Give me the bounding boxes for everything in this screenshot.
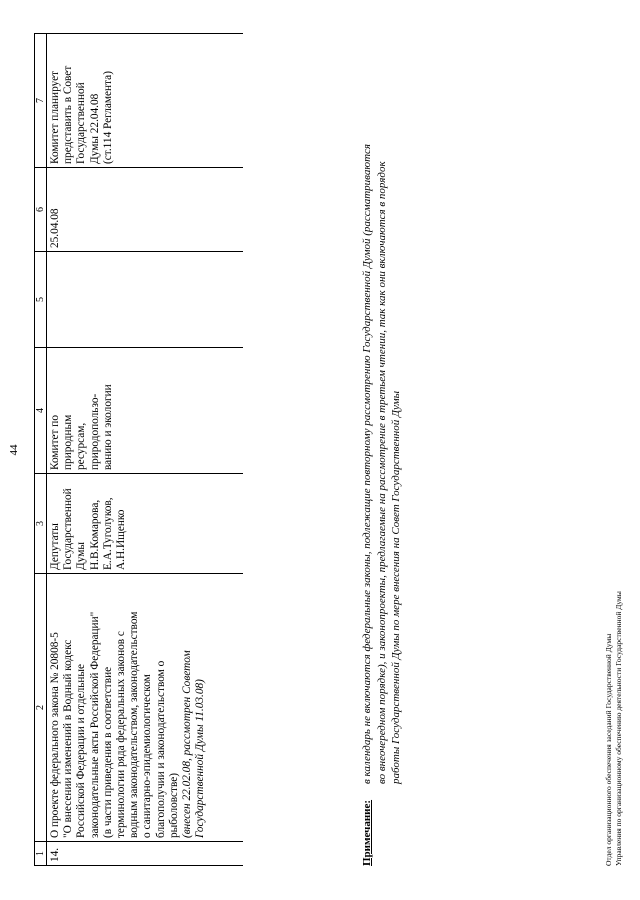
bill-title-line: (в части приведения в соответствие <box>101 666 114 838</box>
author-line: А.Н.Ищенко <box>115 509 128 570</box>
plan-line: Государственной <box>75 82 88 164</box>
note-line: во внеочередном порядке), и законопроекты, предлагаемые на рассмотрение в третьем чтении, так как они включаются в порядок <box>375 161 388 784</box>
column-header-5: 5 <box>35 252 47 348</box>
footer-line: Управления по организационному обеспечению деятельности Государственной Думы <box>613 591 623 866</box>
plan-line: представить в Совет <box>62 65 75 164</box>
note-line: работы Государственной Думы по мере внесения на Совет Государственной Думы <box>390 390 402 784</box>
author-line: Депутаты <box>49 523 61 570</box>
column-5-cell <box>47 252 243 348</box>
committee-line: ванию и экологии <box>101 384 114 470</box>
column-header-4: 4 <box>35 348 47 474</box>
committee-line: природопользо- <box>88 393 101 470</box>
bill-title-line: О проекте федерального закона № 20808-5 <box>49 632 61 838</box>
bill-title-line: о санитарно-эпидемиологическом <box>141 674 154 838</box>
author-line: Государственной <box>62 488 75 570</box>
table-row <box>47 34 243 866</box>
bill-title-line: законодательные акты Российской Федерации" <box>88 611 101 838</box>
column-header-7: 7 <box>35 34 47 168</box>
bill-title-line: "О внесении изменений в Водный кодекс <box>62 639 75 838</box>
bill-title-cell <box>47 574 243 842</box>
bill-title-line: рыболовстве) <box>167 772 180 838</box>
bill-title-line: благополучии и законодательством о <box>154 660 167 838</box>
row-number: 14. <box>47 842 243 866</box>
plan-cell <box>47 34 243 168</box>
bill-calendar-table <box>34 33 243 866</box>
author-line: Думы <box>75 542 88 570</box>
authors-cell <box>47 474 243 574</box>
page-number: 44 <box>8 444 20 456</box>
note-line: в календарь не включаются федеральные законы, подлежащие повторному рассмотрению Государственной Думой (рассматриваются <box>361 143 373 784</box>
note-text <box>360 144 404 784</box>
date-cell: 25.04.08 <box>47 168 243 252</box>
footer-line: Отдел организационного обеспечения заседаний Государственной Думы <box>604 633 613 866</box>
committee-line: ресурсам, <box>75 422 88 470</box>
column-header-3: 3 <box>35 474 47 574</box>
column-header-1: 1 <box>35 842 47 866</box>
bill-title-line: водным законодательством, законодательством <box>128 611 141 838</box>
note-label: Примечание: <box>361 799 373 866</box>
plan-line: Комитет планирует <box>49 70 61 164</box>
bill-title-line: терминологии ряда федеральных законов с <box>115 631 128 838</box>
author-line: Е.А.Туголуков, <box>101 497 114 570</box>
bill-title-line: Российской Федерации и отдельные <box>75 663 88 838</box>
column-header-6: 6 <box>35 168 47 252</box>
table-header-row <box>35 34 47 866</box>
committee-line: природным <box>62 414 75 470</box>
footer <box>604 591 623 866</box>
bill-submission-note: Государственной Думы 11.03.08) <box>194 679 207 838</box>
plan-line: (ст.114 Регламента) <box>101 71 114 164</box>
committee-cell <box>47 348 243 474</box>
author-line: Н.В.Комарова, <box>88 499 101 570</box>
plan-line: Думы 22.04.08 <box>88 93 101 164</box>
column-header-2: 2 <box>35 574 47 842</box>
committee-line: Комитет по <box>49 414 61 470</box>
bill-submission-note: (внесен 22.02.08, рассмотрен Советом <box>181 650 194 838</box>
